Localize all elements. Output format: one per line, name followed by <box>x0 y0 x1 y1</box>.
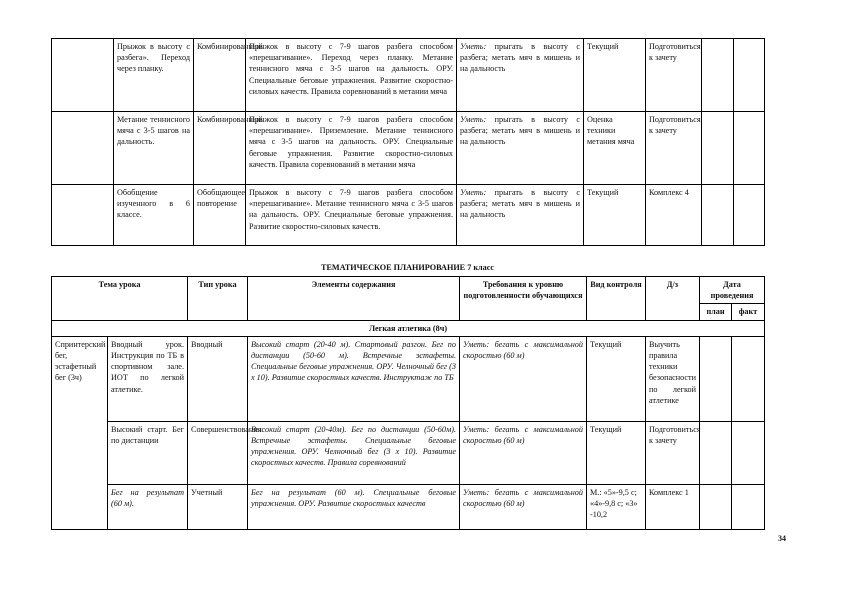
req-text: прыгать в высоту с разбега; метать мяч в мишень и на дальность <box>460 42 580 74</box>
page-number: 34 <box>778 534 786 543</box>
date-fact <box>732 484 765 529</box>
req-text: бегать с максимальной скоростью (60 м) <box>463 487 583 509</box>
content-elements-text: Бег на результат (60 м). Специальные беговые упражнения. ОРУ. Развитие скоростных качеств <box>251 487 456 509</box>
section-cell: Спринтерский бег, эстафетный бег (3ч) <box>52 336 108 529</box>
homework: Подготовиться к зачету <box>646 112 702 185</box>
lesson-type: Комбинированный <box>194 39 246 112</box>
requirements <box>457 112 584 185</box>
section-cell <box>52 39 114 112</box>
control-type: Текущий <box>587 421 646 484</box>
req-label: Уметь: <box>463 339 490 349</box>
table-row <box>52 421 765 484</box>
lesson-type: Вводный <box>188 336 248 421</box>
table-row <box>52 39 765 112</box>
lesson-topic <box>108 484 188 529</box>
top-plan-table <box>51 38 765 246</box>
req-label: Уметь: <box>460 42 487 51</box>
content-elements <box>248 336 460 421</box>
content-elements <box>248 421 460 484</box>
header-homework: Д/з <box>646 277 700 321</box>
lesson-topic-text: Бег на результат (60 м). <box>111 487 184 509</box>
date-fact <box>734 39 765 112</box>
date-plan <box>702 39 734 112</box>
lesson-type: Комбинированный <box>194 112 246 185</box>
homework: Подготовиться к зачету <box>646 39 702 112</box>
date-fact <box>734 112 765 185</box>
subsection-row <box>52 320 765 336</box>
requirements <box>457 39 584 112</box>
header-type: Тип урока <box>188 277 248 321</box>
requirements <box>460 336 587 421</box>
date-plan <box>700 421 732 484</box>
content-elements: Прыжок в высоту с 7-9 шагов разбега способом «перешагивание». Метание теннисного мяча с 3-5 шагов на дальность. ОРУ. Специальные беговые упражнения. Развитие скоростно-силовых качеств. <box>246 185 457 246</box>
control-type: Оценка техники метания мяча <box>584 112 646 185</box>
requirements <box>460 484 587 529</box>
content-elements <box>248 484 460 529</box>
content-elements-text: Высокий старт (20-40 м). Стартовый разгон. Бег по дистанции (50-60 м). Встречные эстафеты. Специальные беговые упражнения. ОРУ. Челночный бег (3 х 10). Развитие скоростных качеств. Инструктаж по ТБ <box>251 339 456 383</box>
lesson-topic: Высокий старт. Бег по дистанции <box>108 421 188 484</box>
req-label: Уметь: <box>460 115 487 124</box>
date-plan <box>700 336 732 421</box>
section-cell <box>52 112 114 185</box>
req-text: прыгать в высоту с разбега; метать мяч в мишень и на дальность <box>460 115 580 147</box>
header-fact: факт <box>732 304 765 320</box>
req-label: Уметь: <box>460 188 487 197</box>
section-title: ТЕМАТИЧЕСКОЕ ПЛАНИРОВАНИЕ 7 класс <box>320 263 495 272</box>
requirements <box>460 421 587 484</box>
date-plan <box>700 484 732 529</box>
req-label: Уметь: <box>463 487 490 497</box>
lesson-type: Обобщающее повторение <box>194 185 246 246</box>
lesson-type: Учетный <box>188 484 248 529</box>
date-plan <box>702 112 734 185</box>
lesson-topic: Прыжок в высоту с разбега». Переход через планку. <box>114 39 194 112</box>
table-row <box>52 112 765 185</box>
content-elements: Прыжок в высоту с 7-9 шагов разбега способом «перешагивание». Переход через планку. Метание теннисного мяча с 3-5 шагов на дальность. ОРУ. Специальные беговые упражнения. Развитие скоростно-силовых качеств. Правила соревнований в метании мяча <box>246 39 457 112</box>
req-text: бегать с максимальной скоростью (60 м) <box>463 424 583 446</box>
header-plan: план <box>700 304 732 320</box>
date-plan <box>702 185 734 246</box>
lesson-topic: Метание теннисного мяча с 3-5 шагов на дальность. <box>114 112 194 185</box>
homework: Выучить правила техники безопасности по легкой атлетике <box>646 336 700 421</box>
header-control: Вид контроля <box>587 277 646 321</box>
control-type: М.: «5»-9,5 с; «4»-9,8 с; «3» -10,2 <box>587 484 646 529</box>
lesson-topic: Вводный урок. Инструкция по ТБ в спортивном зале. ИОТ по легкой атлетике. <box>108 336 188 421</box>
header-topic: Тема урока <box>52 277 188 321</box>
thematic-plan-table <box>51 276 765 530</box>
content-elements: Прыжок в высоту с 7-9 шагов разбега способом «перешагивание». Приземление. Метание теннисного мяча с 3-5 шагов на дальность. ОРУ. Специальные беговые упражнения. Развитие скоростно-силовых качеств. Правила соревнований в метании мяча <box>246 112 457 185</box>
date-fact <box>732 421 765 484</box>
homework: Подготовиться к зачету <box>646 421 700 484</box>
section-cell <box>52 185 114 246</box>
header-date: Дата проведения <box>700 277 765 304</box>
requirements <box>457 185 584 246</box>
content-elements-text: Высокий старт (20-40м). Бег по дистанции (50-60м). Встречные эстафеты. Специальные беговые упражнения. ОРУ. Челночный бег (3 х 10). Развитие скоростных качеств. Правила соревнований <box>251 424 456 468</box>
homework: Комплекс 4 <box>646 185 702 246</box>
req-label: Уметь: <box>463 424 490 434</box>
control-type: Текущий <box>587 336 646 421</box>
table-row <box>52 484 765 529</box>
header-row <box>52 277 765 304</box>
lesson-topic: Обобщение изученного в 6 классе. <box>114 185 194 246</box>
subsection-title: Легкая атлетика (8ч) <box>52 320 765 336</box>
control-type: Текущий <box>584 185 646 246</box>
header-requirements: Требования к уровню подготовленности обучающихся <box>460 277 587 321</box>
date-fact <box>734 185 765 246</box>
req-text: прыгать в высоту с разбега; метать мяч в мишень и на дальность <box>460 188 580 220</box>
lesson-type: Совершенствования <box>188 421 248 484</box>
control-type: Текущий <box>584 39 646 112</box>
req-text: бегать с максимальной скоростью (60 м) <box>463 339 583 361</box>
header-elements: Элементы содержания <box>248 277 460 321</box>
homework: Комплекс 1 <box>646 484 700 529</box>
table-row <box>52 336 765 421</box>
table-row <box>52 185 765 246</box>
date-fact <box>732 336 765 421</box>
